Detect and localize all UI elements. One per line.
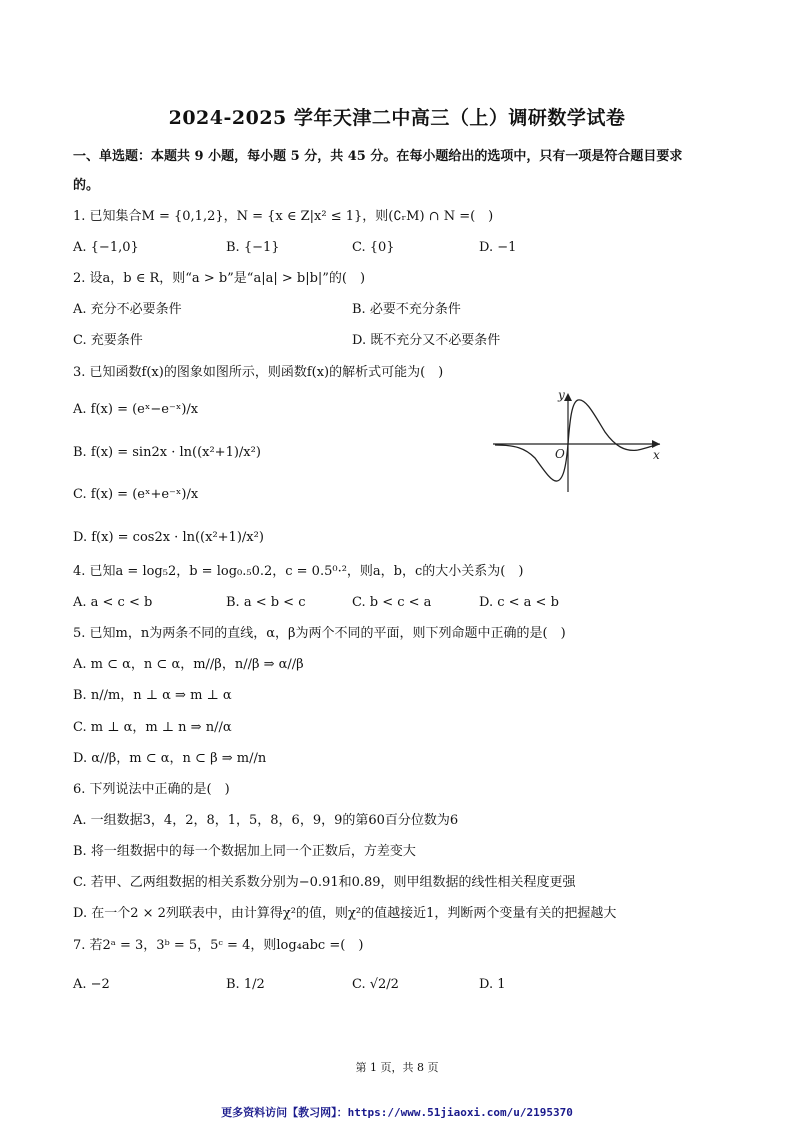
q7-stem: 7. 若2ᵃ = 3，3ᵇ = 5，5ᶜ = 4，则log₄abc =( ) — [73, 938, 364, 953]
section-heading-line2: 的。 — [73, 178, 100, 193]
q1-option-d: D. −1 — [479, 240, 517, 255]
q5-option-a: A. m ⊂ α，n ⊂ α，m//β，n//β ⇒ α//β — [73, 657, 304, 672]
q6-option-c: C. 若甲、乙两组数据的相关系数分别为−0.91和0.89，则甲组数据的线性相关程度更强 — [73, 875, 576, 890]
q1-option-c: C. {0} — [352, 240, 395, 255]
origin-label: O — [555, 447, 565, 461]
q2-option-b: B. 必要不充分条件 — [352, 302, 461, 317]
function-graph — [490, 388, 670, 494]
q2-option-c: C. 充要条件 — [73, 333, 143, 348]
q3-option-b: B. f(x) = sin2x · ln((x²+1)/x²) — [73, 445, 261, 460]
q5-option-c: C. m ⊥ α，m ⊥ n ⇒ n//α — [73, 720, 232, 735]
y-axis-arrow-icon — [564, 393, 572, 401]
q5-option-b: B. n//m，n ⊥ α ⇒ m ⊥ α — [73, 688, 232, 703]
q5-stem: 5. 已知m，n为两条不同的直线，α，β为两个不同的平面，则下列命题中正确的是( ) — [73, 626, 566, 641]
q7-option-b: B. 1/2 — [226, 977, 265, 992]
q6-option-a: A. 一组数据3，4，2，8，1，5，8，6，9，9的第60百分位数为6 — [73, 813, 459, 828]
q3-option-c: C. f(x) = (eˣ+e⁻ˣ)/x — [73, 487, 199, 502]
q1-option-b: B. {−1} — [226, 240, 280, 255]
q4-stem: 4. 已知a = log₅2，b = log₀.₅0.2，c = 0.5⁰·²，则a，b，c的大小关系为( ) — [73, 564, 524, 579]
q7-option-c: C. √2/2 — [352, 977, 399, 992]
q7-option-a: A. −2 — [73, 977, 110, 992]
q4-option-b: B. a < b < c — [226, 595, 306, 610]
page-title: 2024-2025 学年天津二中高三（上）调研数学试卷 — [168, 107, 626, 129]
q2-stem: 2. 设a，b ∈ R，则“a > b”是“a|a| > b|b|”的( ) — [73, 271, 366, 286]
q6-option-d: D. 在一个2 × 2列联表中，由计算得χ²的值，则χ²的值越接近1，判断两个变量有关的把握越大 — [73, 906, 617, 921]
x-axis-label: x — [653, 448, 660, 462]
page-footer: 第 1 页，共 8 页 — [355, 1061, 439, 1074]
q3-stem: 3. 已知函数f(x)的图象如图所示，则函数f(x)的解析式可能为( ) — [73, 365, 444, 380]
q3-option-d: D. f(x) = cos2x · ln((x²+1)/x²) — [73, 530, 264, 545]
function-curve — [495, 400, 660, 481]
q5-option-d: D. α//β，m ⊂ α，n ⊂ β ⇒ m//n — [73, 751, 267, 766]
q6-option-b: B. 将一组数据中的每一个数据加上同一个正数后，方差变大 — [73, 844, 416, 859]
q4-option-d: D. c < a < b — [479, 595, 559, 610]
q2-option-d: D. 既不充分又不必要条件 — [352, 333, 501, 348]
q3-option-a: A. f(x) = (eˣ−e⁻ˣ)/x — [73, 402, 199, 417]
q1-stem: 1. 已知集合M = {0,1,2}，N = {x ∈ Z|x² ≤ 1}，则(∁ᵣM) ∩ N =( ) — [73, 209, 494, 224]
section-heading-line1: 一、单选题：本题共 9 小题，每小题 5 分，共 45 分。在每小题给出的选项中，只有一项是符合题目要求 — [73, 149, 683, 164]
q4-option-a: A. a < c < b — [73, 595, 153, 610]
q4-option-c: C. b < c < a — [352, 595, 432, 610]
y-axis-label: y — [558, 388, 565, 402]
q2-option-a: A. 充分不必要条件 — [73, 302, 182, 317]
q1-option-a: A. {−1,0} — [73, 240, 139, 255]
source-banner-link[interactable]: 更多资料访问【教习网】：https://www.51jiaoxi.com/u/2195370 — [221, 1106, 573, 1119]
q6-stem: 6. 下列说法中正确的是( ) — [73, 782, 230, 797]
q7-option-d: D. 1 — [479, 977, 506, 992]
